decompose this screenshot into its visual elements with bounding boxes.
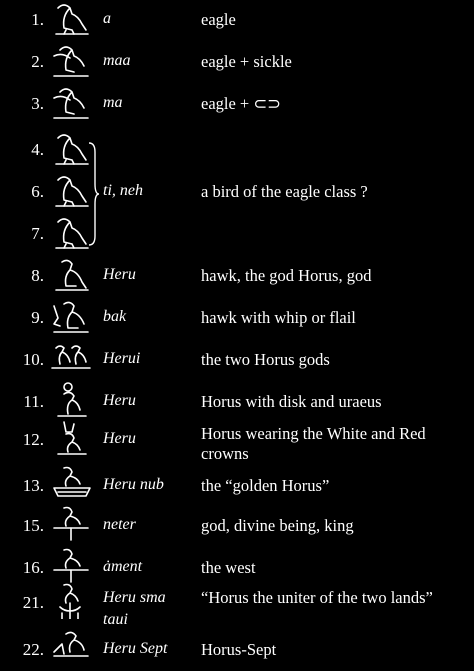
sign-number: 11. (23, 392, 44, 411)
sign-number: 22. (22, 640, 44, 659)
meaning: the two Horus gods (201, 350, 330, 369)
transliteration: ti, neh (103, 182, 143, 199)
sign-number: 12. (22, 430, 44, 449)
sign-number: 15. (22, 516, 44, 535)
eagle-hieroglyph-icon (48, 130, 92, 166)
sign-number: 8. (31, 266, 44, 285)
meaning: hawk with whip or flail (201, 308, 356, 327)
two-hawks-hieroglyph-icon (48, 340, 92, 376)
meaning: the “golden Horus” (201, 476, 330, 495)
hawk-uniter-hieroglyph-icon (48, 583, 92, 619)
transliteration: bak (103, 308, 127, 325)
hawk-sept-hieroglyph-icon (48, 630, 92, 666)
eagle-hieroglyph-icon (48, 172, 92, 208)
transliteration: Heru (103, 392, 136, 409)
transliteration: a (103, 10, 111, 27)
meaning: Horus-Sept (201, 640, 277, 659)
sign-number: 6. (31, 182, 44, 201)
hawk-standard-hieroglyph-icon (48, 548, 92, 584)
transliteration: Heru sma taui (103, 589, 166, 628)
sign-number: 10. (22, 350, 44, 369)
hawk-flail-hieroglyph-icon (48, 298, 92, 334)
transliteration: Heru (103, 430, 136, 447)
hawk-standard-hieroglyph-icon (48, 506, 92, 542)
sign-number: 1. (31, 10, 44, 29)
transliteration: Heru (103, 266, 136, 283)
sign-number: 3. (31, 94, 44, 113)
meaning: a bird of the eagle class ? (201, 182, 368, 201)
meaning: eagle + ⊂⊃ (201, 94, 282, 113)
sign-number: 16. (22, 558, 44, 577)
transliteration: maa (103, 52, 131, 69)
meaning: eagle + sickle (201, 52, 292, 71)
sign-number: 7. (31, 224, 44, 243)
sign-number: 2. (31, 52, 44, 71)
brace-icon (88, 142, 100, 246)
transliteration: Heru nub (103, 476, 164, 493)
meaning: eagle (201, 10, 236, 29)
transliteration: ma (103, 94, 123, 111)
transliteration: Herui (103, 350, 141, 367)
meaning: Horus with disk and uraeus (201, 392, 382, 411)
hawk-disk-hieroglyph-icon (48, 382, 92, 418)
sign-number: 9. (31, 308, 44, 327)
meaning: the west (201, 558, 256, 577)
eagle-sickle-hieroglyph-icon (48, 84, 92, 120)
meaning: hawk, the god Horus, god (201, 266, 372, 285)
eagle-sickle-hieroglyph-icon (48, 42, 92, 78)
hawk-gold-hieroglyph-icon (48, 466, 92, 502)
transliteration: neter (103, 516, 136, 533)
hawk-hieroglyph-icon (48, 256, 92, 292)
sign-number: 21. (22, 593, 44, 612)
meaning: god, divine being, king (201, 516, 354, 535)
meaning: Horus wearing the White and Red crowns (201, 424, 426, 463)
transliteration: Heru Sept (103, 640, 168, 657)
sign-number: 13. (22, 476, 44, 495)
hawk-crown-hieroglyph-icon (48, 420, 92, 456)
meaning: “Horus the uniter of the two lands” (201, 588, 433, 607)
transliteration: ȧment (103, 558, 143, 575)
eagle-hieroglyph-icon (48, 214, 92, 250)
eagle-hieroglyph-icon (48, 0, 92, 36)
sign-number: 4. (31, 140, 44, 159)
